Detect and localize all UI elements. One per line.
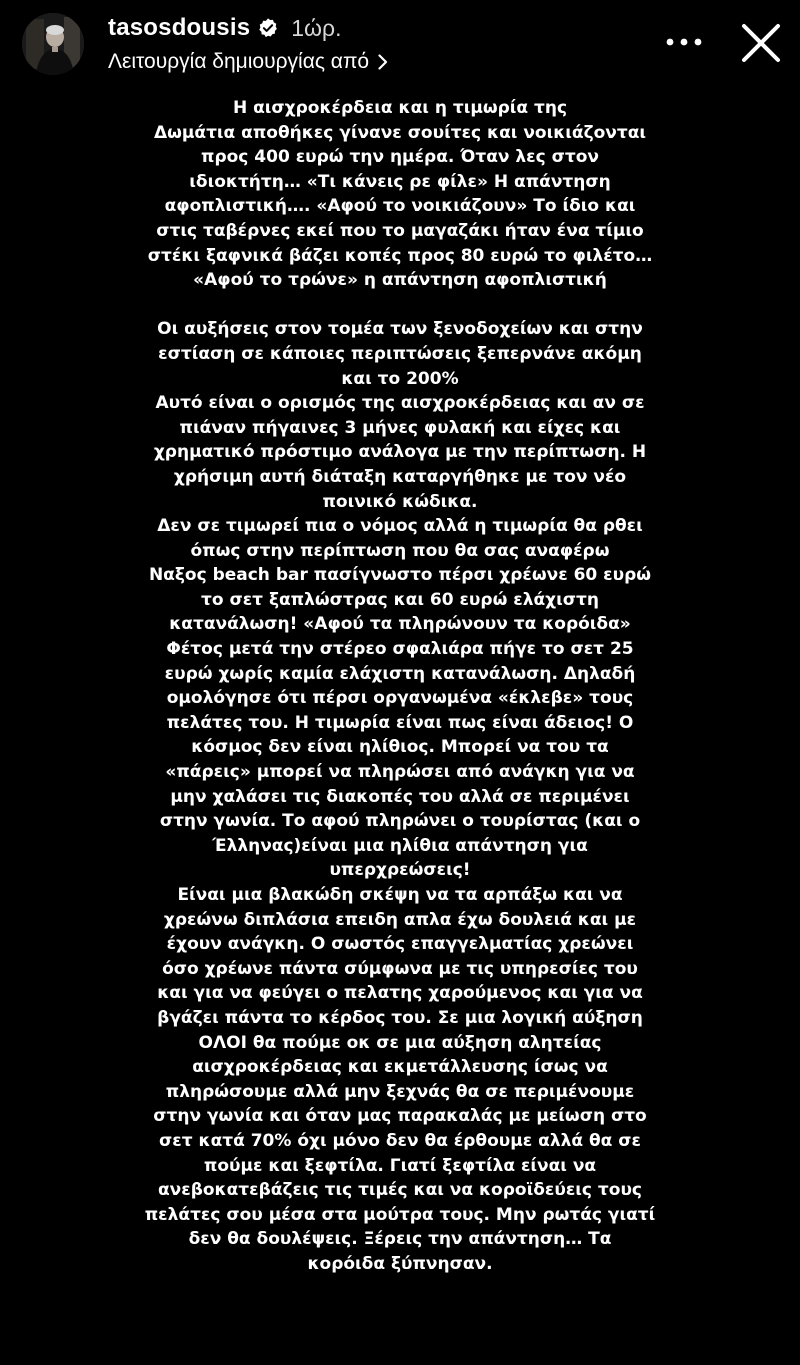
more-options-button[interactable]	[662, 24, 706, 60]
story-text-line: ποινικό κώδικα.	[322, 491, 478, 512]
story-text-line: ομολόγησε ότι πέρσι οργανωμένα «έκλεβε» τους	[166, 688, 634, 709]
story-text-line: σετ κατά 70% όχι μόνο δεν θα έρθουμε αλλά θα σε	[159, 1130, 641, 1151]
story-text-line: Οι αυξήσεις στον τομέα των ξενοδοχείων και στην	[157, 319, 643, 340]
username[interactable]: tasosdousis	[108, 14, 251, 41]
story-text-line: αισχροκέρδειας και εκμετάλλευσης ίσως να	[192, 1057, 608, 1078]
story-text-line: κορόιδα ξύπνησαν.	[307, 1253, 493, 1274]
story-text-line: ιδιοκτήτη… «Τι κάνεις ρε φίλε» Η απάντηση	[189, 171, 611, 192]
avatar[interactable]	[22, 13, 84, 75]
story-text-line: ανεβοκατεβάζεις τις τιμές και να κοροϊδεύεις τους	[157, 1180, 643, 1201]
story-text-line: Έλληνας)είναι μια ηλίθια απάντηση για	[212, 835, 588, 856]
story-text-line: Είναι μια βλακώδη σκέψη να τα αρπάξω και να	[177, 885, 623, 905]
story-text-line: αφοπλιστική…. «Αφού το νοικιάζουν» Το ίδιο και	[164, 196, 636, 217]
story-text-line: χρηματικό πρόστιμο ανάλογα με την περίπτωση. Η	[153, 442, 647, 463]
chevron-right-icon	[377, 53, 389, 71]
creator-mode-link[interactable]	[108, 46, 389, 78]
story-text-line: πούμε και ξεφτίλα. Γιατί ξεφτίλα είναι να	[203, 1155, 597, 1176]
story-text-line: στις ταβέρνες εκεί που το μαγαζάκι ήταν ένα τίμιο	[156, 220, 644, 241]
story-text-line: και για να φεύγει ο πελατης χαρούμενος και για να	[157, 983, 643, 1004]
story-text-line: πιάναν πήγαινες 3 μήνες φυλακή και είχες και	[179, 417, 621, 438]
story-text-line: «πάρεις» μπορεί να πληρώσει από ανάγκη για να	[165, 762, 635, 783]
story-text-line: χρήσιμη αυτή διάταξη καταργήθηκε με τον νέο	[173, 466, 627, 487]
story-text-line: ευρώ χωρίς καμία ελάχιστη κατανάλωση. Δηλαδή	[164, 663, 636, 684]
story-text-line: στέκι ξαφνικά βάζει κοπές προς 80 ευρώ το φιλέτο…	[147, 245, 653, 266]
story-text-line: πελάτες του. Η τιμωρία είναι πως είναι άδειος! Ο	[166, 712, 634, 733]
avatar-portrait-icon	[22, 13, 84, 75]
story-text-line: στην γωνία και όταν μας παρακαλάς με μείωση στο	[153, 1106, 647, 1127]
verified-badge-icon	[257, 17, 279, 39]
story-text-line: Η αισχροκέρδεια και η τιμωρία της	[232, 98, 568, 118]
story-text-line: υπερχρεώσεις!	[329, 860, 471, 881]
story-text-line: βγάζει πάντα το κέρδος του. Σε μια λογική αύξηση	[157, 1007, 643, 1028]
story-text-line: πελάτες σου μέσα στα μούτρα τους. Μην ρωτάς γιατί	[144, 1204, 656, 1225]
close-icon	[736, 55, 786, 72]
story-text-line: στην γωνία. Το αφού πληρώνει ο τουρίστας (και ο	[159, 811, 641, 832]
creator-mode-label: Λειτουργία δημιουργίας από	[108, 50, 370, 73]
close-button[interactable]	[736, 18, 786, 68]
story-text-line: προς 400 ευρώ την ημέρα. Όταν λες στον	[201, 147, 599, 168]
story-text-line: Ναξος beach bar πασίγνωστο πέρσι χρέωνε 60 ευρώ	[148, 565, 652, 586]
more-horizontal-icon	[662, 47, 706, 64]
user-info	[108, 10, 389, 80]
story-text-line: δεν θα δουλέψεις. Ξέρεις την απάντηση… Τα	[188, 1229, 612, 1250]
story-text-line: μην χαλάσει τις διακοπές του αλλά σε περιμένει	[170, 786, 630, 807]
story-text-line: πληρώσουμε αλλά μην ξεχνάς θα σε περιμένουμε	[165, 1081, 635, 1102]
story-text-line: χρεώνω διπλάσια επειδη απλα έχω δουλειά και με	[163, 909, 637, 930]
story-text-line: Αυτό είναι ο ορισμός της αισχροκέρδειας και αν σε	[155, 393, 645, 414]
story-text-line: εστίαση σε κάποιες περιπτώσεις ξεπερνάνε ακόμη	[158, 343, 642, 364]
post-timestamp: 1ώρ.	[291, 14, 342, 41]
user-row	[108, 10, 389, 46]
story-text-line: όσο χρέωνε πάντα σύμφωνα με τις υπηρεσίες του	[162, 958, 638, 979]
story-text-line: όπως στην περίπτωση που θα σας αναφέρω	[190, 540, 610, 561]
paragraph-gap	[120, 293, 680, 318]
story-text-line: Φέτος μετά την στέρεο σφαλιάρα πήγε το σετ 25	[166, 639, 634, 660]
story-text-line: Δωμάτια αποθήκες γίνανε σουίτες και νοικιάζονται	[153, 122, 647, 143]
story-text-line: «Αφού το τρώνε» η απάντηση αφοπλιστική	[193, 270, 607, 291]
story-text-line: ΟΛΟΙ θα πούμε οκ σε μια αύξηση αλητείας	[198, 1032, 602, 1053]
story-text-line: κατανάλωση! «Αφού τα πληρώνουν τα κορόιδα»	[169, 614, 631, 635]
story-text-block	[120, 96, 680, 1277]
story-text-line: κόσμος δεν είναι ηλίθιος. Μπορεί να του τα	[191, 737, 609, 758]
story-header	[0, 0, 800, 90]
story-text-line: Δεν σε τιμωρεί πια ο νόμος αλλά η τιμωρία θα ρθει	[157, 516, 643, 537]
story-text-line: και το 200%	[341, 368, 459, 389]
story-text-line: το σετ ξαπλώστρας και 60 ευρώ ελάχιστη	[201, 589, 599, 610]
story-text-line: έχουν ανάγκη. Ο σωστός επαγγελματίας χρεώνει	[166, 934, 634, 955]
